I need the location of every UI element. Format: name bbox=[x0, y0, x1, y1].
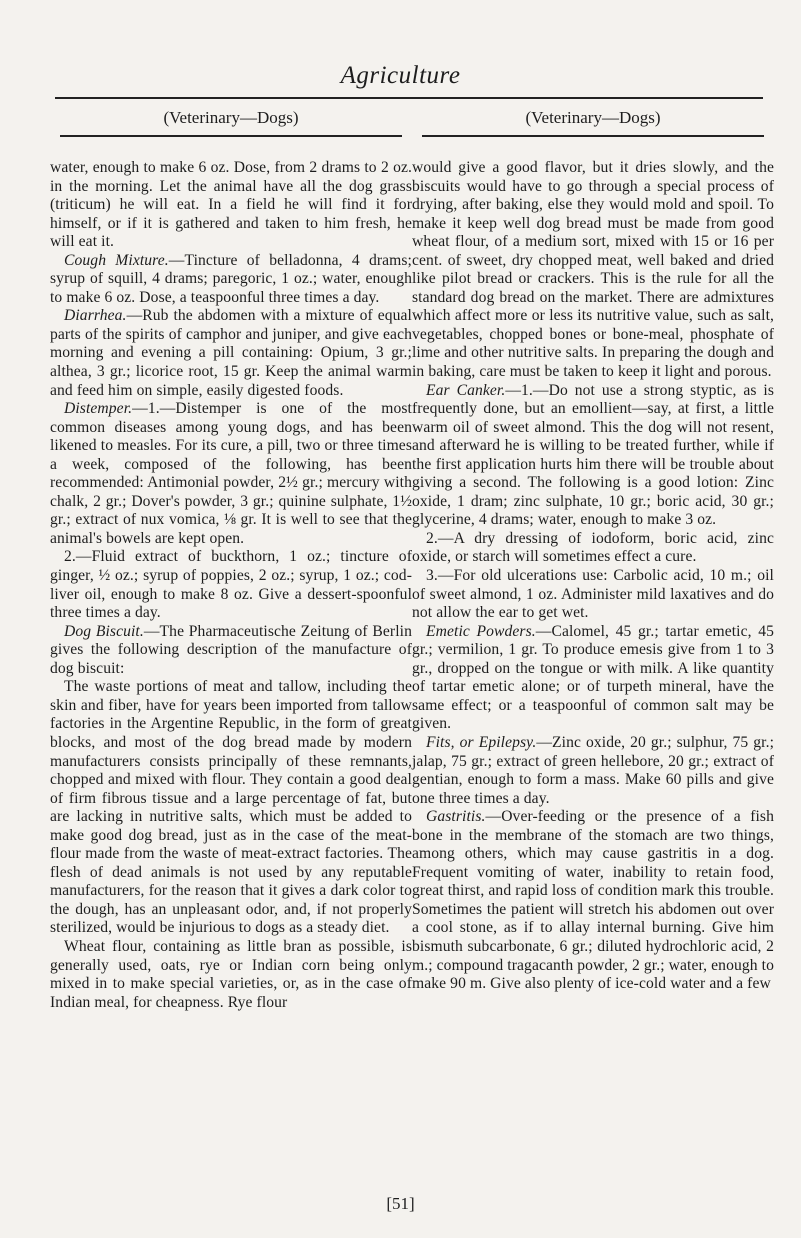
entry-heading: Cough Mixture. bbox=[64, 251, 169, 269]
paragraph bbox=[412, 382, 774, 530]
page-number: [51] bbox=[386, 1194, 415, 1213]
paragraph-text: water, enough to make 6 oz. Dose, from 2 drams to 2 oz. in the morning. Let the animal have all the dog grass (triticum) he will eat. In a field he will find it for himself, or if it is gathered and taken to him fresh, he will eat it. bbox=[50, 159, 412, 251]
paragraph bbox=[412, 159, 774, 382]
paragraph bbox=[412, 808, 774, 993]
paragraph bbox=[412, 734, 774, 808]
paragraph-text: —Zinc oxide, 20 gr.; sulphur, 75 gr.; jalap, 75 gr.; extract of green hellebore, 20 gr.; extract of gentian, enough to form a mass. Make 60 pills and give one three times a day. bbox=[412, 733, 774, 807]
right-column-rule bbox=[422, 135, 764, 137]
entry-heading: Dog Biscuit. bbox=[64, 622, 144, 640]
left-column-rule bbox=[60, 135, 402, 137]
paragraph-text: —Calomel, 45 gr.; tartar emetic, 45 gr.; vermilion, 1 gr. To produce emesis give from 1 to 3 gr., dropped on the tongue or with milk. A like quantity of tartar emetic alone; or of turpeth mineral, have the same effect; or a teaspoonful of common salt may be given. bbox=[412, 622, 775, 733]
paragraph bbox=[50, 548, 412, 622]
paragraph-text: —Tincture of belladonna, 4 drams; syrup of squill, 4 drams; paregoric, 1 oz.; water, enough to make 6 oz. Dose, a teaspoonful three times a day. bbox=[50, 251, 412, 306]
paragraph-text: Wheat flour, containing as little bran as possible, is generally used, oats, rye or Indian corn being only mixed in to make special varieties, or, as in the case of Indian meal, for cheapness. Rye flour bbox=[50, 937, 412, 1011]
paragraph-text: —1.—Distemper is one of the most common diseases among young dogs, and has been likened to measles. For its cure, a pill, two or three times a week, composed of the following, has been recommended: Antimonial powder, 2½ gr.; mercury with chalk, 2 gr.; Dover's powder, 3 gr.; quinine sulphate, 1½ gr.; extract of nux vomica, ⅛ gr. It is well to see that the animal's bowels are kept open. bbox=[50, 400, 412, 547]
right-column-body bbox=[412, 159, 774, 994]
paragraph bbox=[50, 159, 412, 252]
paragraph-text: —1.—Do not use a strong styptic, as is frequently done, but an emollient—say, at first, a little warm oil of sweet almond. This the dog will not resent, and afterward he is willing to be treated further, while if the first application hurts him there will be trouble about giving a second. The following is a good lotion: Zinc oxide, 1 dram; zinc sulphate, 10 gr.; boric acid, 30 gr.; glycerine, 4 drams; water, enough to make 3 oz. bbox=[412, 381, 774, 529]
entry-heading: Distemper. bbox=[64, 400, 133, 418]
paragraph bbox=[50, 400, 412, 548]
paragraph bbox=[50, 678, 412, 938]
paragraph bbox=[50, 307, 412, 400]
paragraph-text: 2.—A dry dressing of iodoform, boric acid, zinc oxide, or starch will sometimes effect a cure. bbox=[412, 529, 774, 566]
running-head: Agriculture bbox=[340, 62, 461, 89]
left-column-body bbox=[50, 159, 412, 1012]
paragraph bbox=[412, 530, 774, 567]
paragraph-text: The waste portions of meat and tallow, including the skin and fiber, have for years been imported from tallow factories in the Argentine Republic, in the form of great blocks, and most of the dog bread made by modern manufacturers consists principally of these remnants, chopped and mixed with flour. They contain a good deal of firm fibrous tissue and a large percentage of fat, but are lacking in nutritive salts, which must be added to make good dog bread, just as in the case of the meat-flour made from the waste of meat-extract factories. The flesh of dead animals is not used by any reputable manufacturers, for the reason that it gives a dark color to the dough, has an unpleasant odor, and, if not properly sterilized, would be injurious to dogs as a steady diet. bbox=[50, 678, 412, 937]
left-column-header: (Veterinary—Dogs) bbox=[163, 108, 299, 127]
paragraph bbox=[412, 567, 774, 623]
entry-heading: Gastritis. bbox=[426, 808, 486, 826]
paragraph-text: would give a good flavor, but it dries slowly, and the biscuits would have to go through a special process of drying, after baking, else they would mold and spoil. To make it keep well dog bread must be made from good wheat flour, of a medium sort, mixed with 15 or 16 per cent. of sweet, dry chopped meat, well baked and dried like pilot bread or crackers. This is the rule for all the standard dog bread on the market. There are admixtures which affect more or less its nutritive value, such as salt, vegetables, chopped bones or bone-meal, phosphate of lime and other nutritive salts. In preparing the dough and in baking, care must be taken to keep it light and porous. bbox=[412, 159, 774, 381]
right-column-header: (Veterinary—Dogs) bbox=[525, 108, 661, 127]
paragraph-text: —The Pharmaceutische Zeitung of Berlin gives the following description of the manufacture of dog biscuit: bbox=[50, 622, 412, 677]
paragraph-text: 2.—Fluid extract of buckthorn, 1 oz.; tincture of ginger, ½ oz.; syrup of poppies, 2 oz.; syrup, 1 oz.; cod-liver oil, enough to make 8 oz. Give a dessert-spoonful three times a day. bbox=[50, 548, 412, 622]
paragraph-text: —Over-feeding or the presence of a fish bone in the membrane of the stomach are two things, among others, which may cause gastritis in a dog. Frequent vomiting of water, inability to retain food, great thirst, and rapid loss of condition mark this trouble. Sometimes the patient will stretch his abdomen out over a cool stone, as if to allay internal burning. Give him bismuth subcarbonate, 6 gr.; diluted hydrochloric acid, 2 m.; compound tragacanth powder, 2 gr.; water, enough to make 90 m. Give also plenty of ice-cold water and a few bbox=[412, 808, 774, 993]
left-column bbox=[50, 106, 412, 1012]
entry-heading: Diarrhea. bbox=[64, 307, 127, 325]
paragraph-text: 3.—For old ulcerations use: Carbolic acid, 10 m.; oil of sweet almond, 1 oz. Administer mild laxatives and do not allow the ear to get wet. bbox=[412, 567, 774, 622]
paragraph-text: —Rub the abdomen with a mixture of equal parts of the spirits of camphor and juniper, and give each morning and evening a pill containing: Opium, 3 gr.; althea, 3 gr.; licorice root, 15 gr. Keep the animal warm and feed him on simple, easily digested foods. bbox=[50, 307, 412, 399]
entry-heading: Ear Canker. bbox=[426, 381, 506, 399]
right-column bbox=[412, 106, 774, 994]
paragraph bbox=[50, 623, 412, 679]
paragraph bbox=[50, 252, 412, 308]
paragraph bbox=[412, 623, 774, 734]
paragraph bbox=[50, 938, 412, 1012]
entry-heading: Fits, or Epilepsy. bbox=[426, 733, 537, 751]
entry-heading: Emetic Powders. bbox=[426, 622, 536, 640]
header-rule bbox=[55, 97, 763, 99]
